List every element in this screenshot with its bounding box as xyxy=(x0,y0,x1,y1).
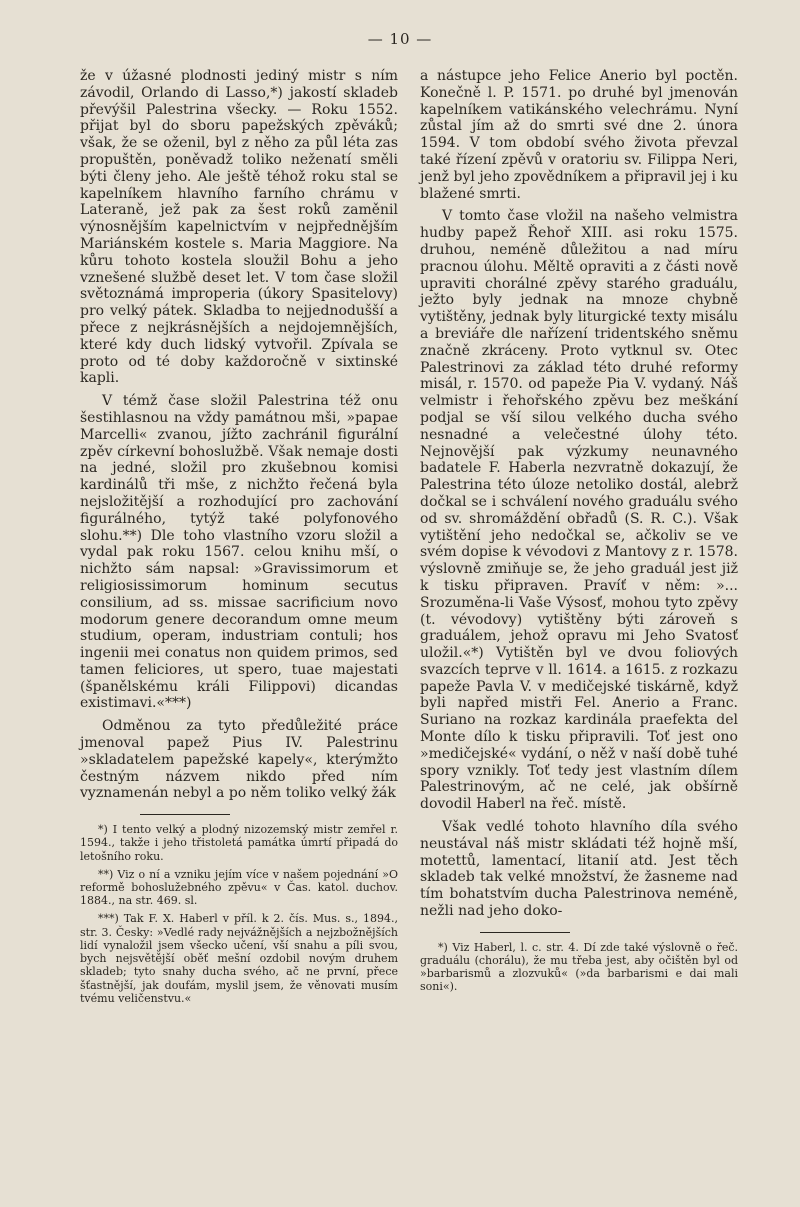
left-column xyxy=(80,68,398,1010)
left-paragraph-1: že v úžasné plodnosti jediný mistr s ním závodil, Orlando di Lasso,*) jakostí skladeb převýšil Palestrina všecky. — Roku 1552. přijat byl do sboru papežských zpěváků; však, že se oženil, byl z něho za půl léta zas propuštěn, poněvadž toliko neženatí směli býti členy jeho. Ale ještě téhož roku stal se kapelníkem hlavního farního chrámu v Lateraně, jež pak za šest roků zaměnil výnosnějším kapelnictvím v nejpřednějším Mariánském kostele s. Maria Maggiore. Na kůru tohoto kostela sloužil Bohu a jeho vznešené službě deset let. V tom čase složil světoznámá improperia (úkory Spasitelovy) pro velký pátek. Skladba to nejjednodušší a přece z nejkrásnějších a nejdojemnějších, které kdy duch lidský vytvořil. Zpívala se proto od té doby každoročně v sixtinské kapli. xyxy=(80,68,398,387)
left-footnote-3: ***) Tak F. X. Haberl v příl. k 2. čís. Mus. s., 1894., str. 3. Česky: »Vedlé rady nejvážnějších a nejzbožnějších lidí vynaložil jsem všecko učení, vší snahu a píli svou, bych nejsvětější oběť mešní ozdobil novým druhem skladeb; tyto snahy ducha svého, ač ne první, přece šťastnější, jak doufám, myslil jsem, že věnovati musím tvému veličenstvu.« xyxy=(80,912,398,1005)
left-paragraph-2: V témž čase složil Palestrina též onu šestihlasnou na vždy památnou mši, »papae Marcelli« zvanou, jížto zachránil figurální zpěv církevní bohoslužbě. Však nemaje dosti na jedné, složil pro zkušebnou komisi kardinálů tři mše, z nichžto řečená byla nejsložitější a rozhodující pro zachování figurálného, tytýž také polyfonového slohu.**) Dle toho vlastního vzoru složil a vydal pak roku 1567. celou knihu mší, o nichžto sám napsal: »Gravissimorum et religiosissimorum hominum secutus consilium, ad ss. missae sacrificium novo modorum genere decorandum omne meum studium, operam, industriam contuli; hos ingenii mei conatus non quidem primos, sed tamen feliciores, ut spero, tuae majestati (španělskému králi Filippovi) dicandas existimavi.«***) xyxy=(80,393,398,712)
right-paragraph-1: a nástupce jeho Felice Anerio byl poctěn. Konečně l. P. 1571. po druhé byl jmenován kapelníkem vatikánského velechrámu. Nyní zůstal jím až do smrti své dne 2. února 1594. V tom období svého života převzal také řízení zpěvů v oratoriu sv. Filippa Neri, jenž byl jeho zpovědníkem a připravil jej i ku blažené smrti. xyxy=(420,68,738,202)
left-footnote-2: **) Viz o ní a vzniku jejím více v našem pojednání »O reformě bohoslužebného zpěvu« v Čas. katol. duchov. 1884., na str. 469. sl. xyxy=(80,867,398,908)
right-column xyxy=(420,68,738,999)
page-number: — 10 — xyxy=(367,30,433,48)
right-footnote-1: *) Viz Haberl, l. c. str. 4. Dí zde také výslovně o řeč. graduálu (chorálu), že mu třeba jest, aby očištěn byl od »barbarismů a zlozvuků« (»da barbarismi e dai mali soni«). xyxy=(420,940,738,994)
footnote-divider xyxy=(140,814,230,815)
footnote-divider xyxy=(480,932,570,933)
left-footnote-1: *) I tento velký a plodný nizozemský mistr zemřel r. 1594., takže i jeho třistoletá památka úmrtí připadá do letošního roku. xyxy=(80,823,398,863)
left-paragraph-3: Odměnou za tyto předůležité práce jmenoval papež Pius IV. Palestrinu »skladatelem papežské kapely«, kterýmžto čestným názvem nikdo před ním vyznamenán nebyl a po něm toliko velký žák xyxy=(80,718,398,802)
right-paragraph-3: Však vedlé tohoto hlavního díla svého neustával náš mistr skládati též hojně mší, motettů, lamentací, litanií atd. Jest těch skladeb tak velké množství, že žasneme nad tím bohatstvím ducha Palestrinova neméně, nežli nad jeho doko- xyxy=(420,819,738,920)
right-paragraph-2: V tomto čase vložil na našeho velmistra hudby papež Řehoř XIII. asi roku 1575. druhou, neméně důležitou a nad míru pracnou úlohu. Měltě opraviti a z části nově upraviti chorálné zpěvy starého graduálu, ježto byly jednak na mnoze chybně vytištěny, jednak byly liturgické texty misálu a breviáře dle nařízení tridentského sněmu značně zkráceny. Proto vytknul sv. Otec Palestrinovi za základ této druhé reformy misál, r. 1570. od papeže Pia V. vydaný. Náš velmistr i řehořského zpěvu bez meškání podjal se vší silou velkého ducha svého nesnadné a velečestné úlohy této. Nejnovější pak výzkumy neunavného badatele F. Haberla nezvratně dokazují, že Palestrina této úloze netoliko dostál, alebrž dočkal se i schválení nového graduálu svého od sv. shromáždění obřadů (S. R. C.). Však vytištění jeho nedočkal se, ačkoliv se ve svém dopise k vévodovi z Mantovy z r. 1578. výslovně zmiňuje se, že jeho graduál jest již k tisku připraven. Pravíť v něm: »... Srozuměna-li Vaše Výsosť, mohou tyto zpěvy (t. vévodovy) vytištěny býti zároveň s graduálem, jehož opravu mi Jeho Svatosť uložil.«*) Vytištěn byl ve dvou foliových svazcích teprve v ll. 1614. a 1615. z rozkazu papeže Pavla V. v medičejské tiskárně, když byli napřed mistři Fel. Anerio a Franc. Suriano na rozkaz kardinála praefekta del Monte dílo k tisku připravili. Toť jest ono »medičejské« vydání, o něž v naší době tuhé spory vznikly. Toť tedy jest vlastním dílem Palestrinovým, ač ne celé, jak obšírně dovodil Haberl na řeč. místě. xyxy=(420,208,738,813)
